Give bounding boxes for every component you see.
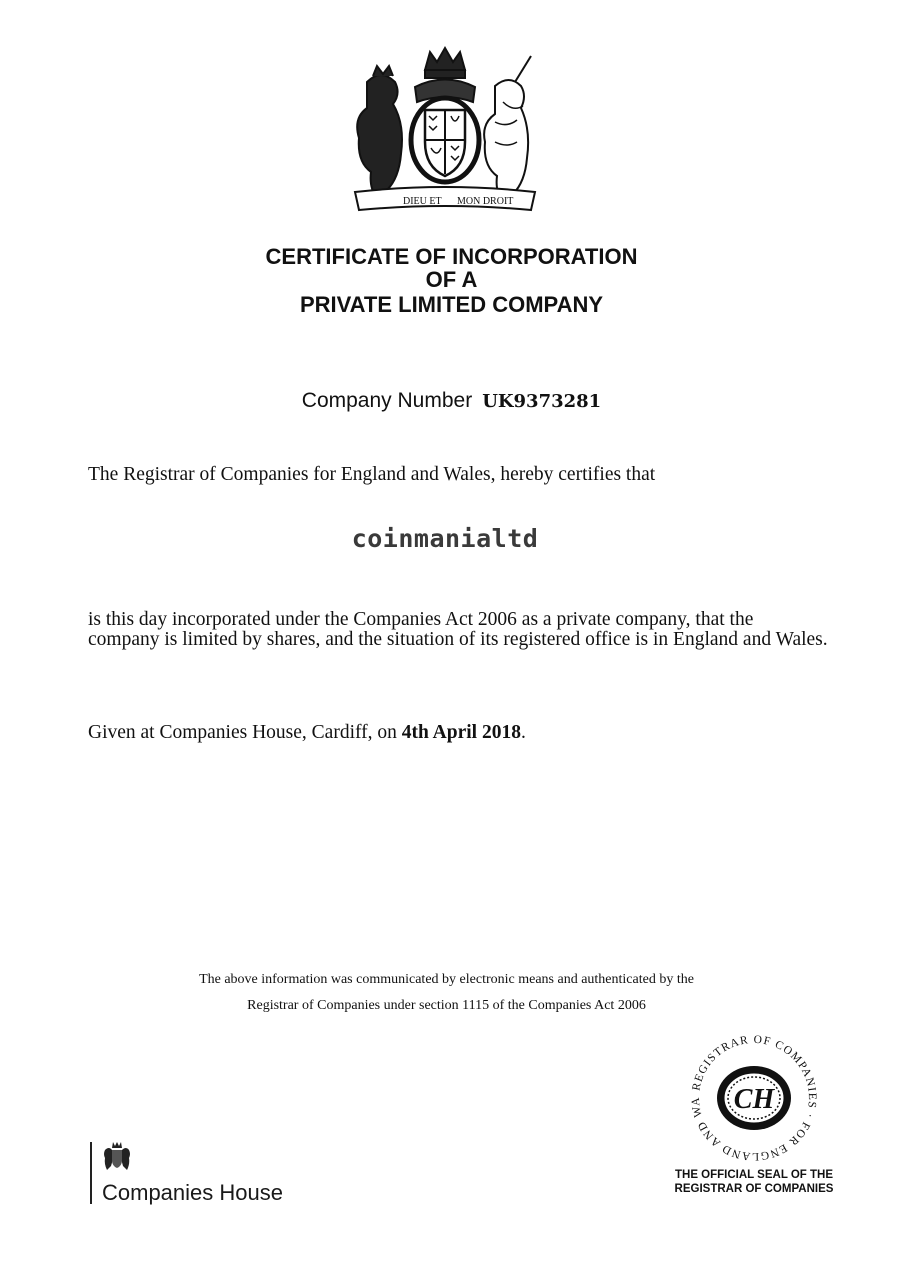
company-number-value: UK9373281: [482, 391, 602, 412]
seal-caption: [660, 1168, 848, 1196]
certifies-statement: The Registrar of Companies for England and Wales, hereby certifies that: [88, 464, 656, 485]
company-name: coinmanialtd: [351, 524, 539, 553]
seal-monogram: CH: [733, 1084, 775, 1115]
logo-divider: [90, 1142, 92, 1204]
certificate-title-line-2: OF A: [425, 267, 478, 292]
given-suffix: .: [520, 722, 526, 743]
svg-text:REGISTRAR OF COMPANIES · FOR E: REGISTRAR OF COMPANIES · FOR ENGLAND AND WA: [689, 1033, 819, 1163]
authentication-note-line-1: The above information was communicated by electronic means and authenticated by the: [199, 972, 694, 987]
official-seal-icon: [683, 1033, 825, 1163]
royal-coat-of-arms-icon: [345, 42, 545, 222]
seal-caption-line-1: THE OFFICIAL SEAL OF THE: [674, 1169, 834, 1181]
companies-house-logo: [90, 1140, 310, 1210]
company-number-label: Company Number: [301, 389, 473, 412]
companies-house-wordmark: Companies House: [102, 1180, 283, 1205]
given-prefix: Given at Companies House, Cardiff, on: [88, 722, 402, 743]
given-statement: [88, 722, 828, 744]
authentication-note-line-2: Registrar of Companies under section 1115 of the Companies Act 2006: [247, 998, 646, 1013]
given-date: 4th April 2018: [401, 722, 521, 743]
company-number-row: [0, 389, 903, 413]
authentication-note: [0, 967, 893, 1019]
certificate-title-line-3: PRIVATE LIMITED COMPANY: [299, 292, 604, 317]
incorporation-statement: is this day incorporated under the Companies Act 2006 as a private company, that the company is limited by shares, and the situation of its registered office is in England and Wales.: [88, 609, 828, 650]
seal-caption-line-2: REGISTRAR OF COMPANIES: [674, 1183, 834, 1195]
motto-right: MON DROIT: [457, 196, 514, 207]
certificate-title-line-1: CERTIFICATE OF INCORPORATION: [265, 244, 638, 269]
motto-left: DIEU ET: [403, 196, 442, 207]
crest-icon: [102, 1140, 132, 1172]
